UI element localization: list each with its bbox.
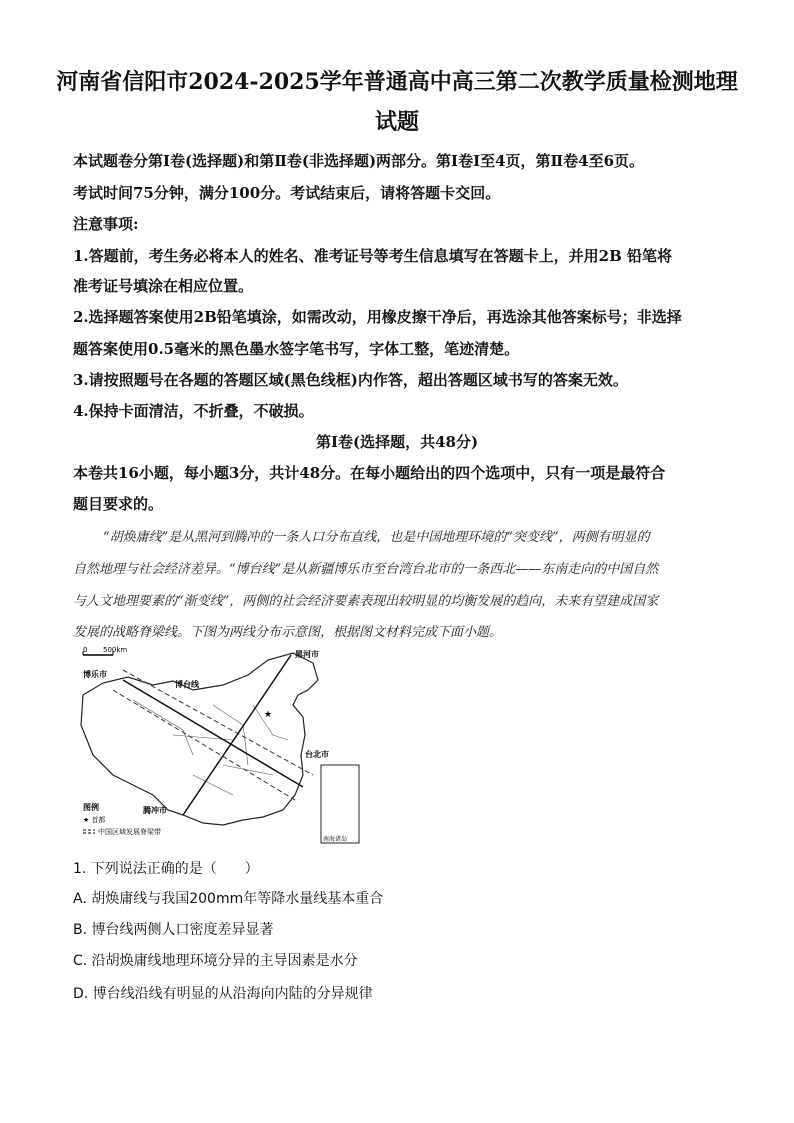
nanhai-label: 南海诸岛 [323, 836, 348, 843]
material-line-2: 自然地理与社会经济差异。“博台线”是从新疆博乐市至台湾台北市的一条西北——东南走向的中国自然 [73, 562, 659, 577]
title-line-1: 河南省信阳市2024-2025学年普通高中高三第二次教学质量检测地理 [56, 69, 738, 95]
scale-label: 500km [103, 646, 128, 654]
scale-zero: 0 [83, 646, 88, 654]
material-line-3: 与人文地理要素的“渐变线”，两侧的社会经济要素表现出较明显的均衡发展的趋向，未来有望建成国家 [73, 594, 659, 609]
south-sea-inset [321, 765, 359, 843]
taibei-label: 台北市 [305, 750, 329, 759]
option-c[interactable]: C. 沿胡焕庸线地理环境分异的主导因素是水分 [73, 953, 358, 969]
china-two-lines-map [73, 645, 363, 845]
option-b[interactable]: B. 博台线两侧人口密度差异显著 [73, 922, 274, 938]
notes-heading: 注意事项: [73, 215, 139, 233]
heihe-label: 黑河市 [295, 650, 319, 659]
note-line-4: 题答案使用0.5毫米的黑色墨水签字笔书写，字体工整，笔迹清楚。 [73, 340, 520, 358]
legend-capital: ★ 首都 [83, 816, 106, 824]
material-line-1: “胡焕庸线”是从黑河到腾冲的一条人口分布直线，也是中国地理环境的“突变线”，两侧有明显的 [103, 530, 650, 545]
note-line-3: 2.选择题答案使用2B铅笔填涂，如需改动，用橡皮擦干净后，再选涂其他答案标号；非选择 [73, 308, 682, 326]
section-desc-1: 本卷共16小题，每小题3分，共计48分。在每小题给出的四个选项中，只有一项是最符合 [73, 464, 666, 482]
option-d[interactable]: D. 博台线沿线有明显的从沿海向内陆的分异规律 [73, 986, 373, 1002]
section-title: 第Ⅰ卷(选择题，共48分) [315, 433, 479, 451]
note-line-1: 1.答题前，考生务必将本人的姓名、准考证号等考生信息填写在答题卡上，并用2B 铅笔将 [73, 247, 673, 265]
china-outline [81, 653, 318, 825]
note-line-2: 准考证号填涂在相应位置。 [73, 277, 254, 295]
question-stem: 1. 下列说法正确的是（ ） [73, 861, 259, 877]
intro-line-2: 考试时间75分钟，满分100分。考试结束后，请将答题卡交回。 [73, 184, 501, 202]
note-line-6: 4.保持卡面清洁，不折叠，不破损。 [73, 402, 314, 420]
section-desc-2: 题目要求的。 [73, 495, 164, 513]
option-a[interactable]: A. 胡焕庸线与我国200mm年等降水量线基本重合 [73, 891, 384, 907]
scale-bar [83, 646, 127, 655]
capital-star-icon: ★ [264, 710, 273, 720]
botai-label: 博台线 [175, 680, 199, 689]
legend-belt: 中国区域发展脊梁带 [98, 828, 161, 836]
paper-title [40, 62, 754, 142]
intro-line-1: 本试题卷分第Ⅰ卷(选择题)和第Ⅱ卷(非选择题)两部分。第Ⅰ卷Ⅰ至4页，第Ⅱ卷4至6页。 [73, 152, 645, 170]
title-line-2: 试题 [374, 109, 419, 135]
material-line-4: 发展的战略脊梁线。下图为两线分布示意图，根据图文材料完成下面小题。 [73, 625, 503, 640]
tengchong-label: 腾冲市 [143, 806, 167, 815]
note-line-5: 3.请按照题号在各题的答题区域(黑色线框)内作答，超出答题区域书写的答案无效。 [73, 371, 628, 389]
legend-title: 图例 [83, 803, 99, 812]
bole-label: 博乐市 [83, 670, 107, 679]
